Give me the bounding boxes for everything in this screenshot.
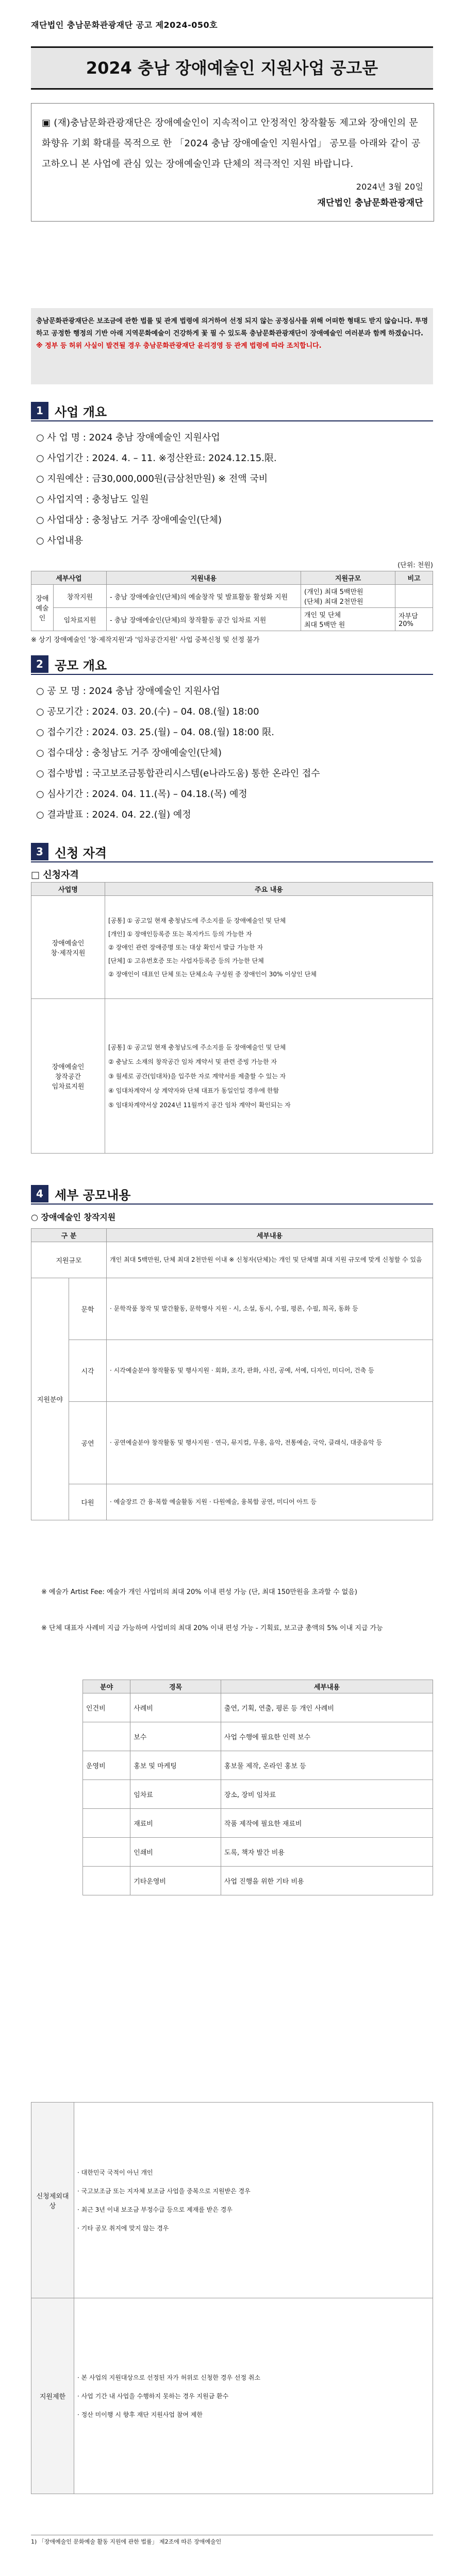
table-cell: [공통] ① 공고일 현재 충청남도에 주소지를 둔 장애예술인 및 단체 ② 충남도 소재의 창작공간 임차 계약서 및 관련 증빙 가능한 자 ③ 월세로 공간(임대차)을 입주한 자로 계약서를 제출할 수 있는 자 ④ 임대차계약서 상 계약자와 단체 대표가 동일인일 경우에 한함 ⑤ 임대차계약서상 2024년 11월까지 공간 임차 계약이 확인되는 자 <box>105 999 433 1154</box>
table-cell: · 시각예술분야 창작활동 및 행사지원 · 회화, 조각, 판화, 사진, 공예, 서예, 디자인, 미디어, 건축 등 <box>107 1340 433 1402</box>
section1-items <box>36 428 277 551</box>
section3-divider <box>31 861 433 862</box>
table-cell: 홍보물 제작, 온라인 홍보 등 <box>221 1751 433 1780</box>
section2-items <box>36 681 320 825</box>
list-item: ○ 사 업 명 : 2024 충남 장애예술인 지원사업 <box>36 432 220 443</box>
table-cell: 인건비 <box>83 1693 130 1722</box>
law-warning: ※ 정부 등 허위 사실이 발견될 경우 충남문화관광재단 윤리경영 등 관계 법령에 따라 조치합니다. <box>36 342 322 350</box>
table-header: 지원내용 <box>107 571 301 585</box>
table-cell <box>395 585 433 608</box>
section1-head <box>31 402 107 419</box>
table-cell: - 충남 장애예술인(단체)의 예술창작 및 발표활동 활성화 지원 <box>107 585 301 608</box>
section2-head <box>31 655 107 673</box>
table-header: 세부사업 <box>31 571 107 585</box>
table-cell: · 예술장르 간 융·복합 예술활동 지원 · 다원예술, 융복합 공연, 미디어 아트 등 <box>107 1484 433 1520</box>
list-item: · 국고보조금 또는 지자체 보조금 사업을 중복으로 지원받은 경우 <box>77 2187 251 2195</box>
table-header: 비고 <box>395 571 433 585</box>
intro-org: 재단법인 충남문화관광재단 <box>317 198 423 208</box>
restriction-table <box>31 2102 433 2494</box>
table-cell: 작품 제작에 필요한 재료비 <box>221 1809 433 1838</box>
table-cell <box>74 2103 433 2298</box>
table-header: 구 분 <box>31 1229 107 1242</box>
table-cell: 도록, 책자 발간 비용 <box>221 1838 433 1867</box>
intro-date: 2024년 3월 20일 <box>356 182 423 192</box>
section4-divider <box>31 1204 433 1205</box>
table-cell: 개인 및 단체 최대 5백만 원 <box>301 608 395 631</box>
list-item: ○ 접수방법 : 국고보조금통합관리시스템(e나라도움) 통한 온라인 접수 <box>36 768 320 779</box>
list-item: ○ 심사기간 : 2024. 04. 11.(목) – 04.18.(목) 예정 <box>36 789 247 800</box>
table-cell: 출연, 기획, 연출, 평론 등 개인 사례비 <box>221 1693 433 1722</box>
table-cell: 임차료 <box>130 1780 221 1809</box>
table-cell <box>83 1780 130 1809</box>
table-cell: 자부담 20% <box>395 608 433 631</box>
table-cell: 장애예술인 창·제작지원 <box>31 896 105 999</box>
section2-number: 2 <box>31 655 48 673</box>
intro-bullet: ▣ <box>42 117 51 128</box>
list-item: ○ 지원예산 : 금30,000,000원(금삼천만원) ※ 전액 국비 <box>36 473 268 484</box>
table-cell: 재료비 <box>130 1809 221 1838</box>
table-cell: 사업 수행에 필요한 인력 보수 <box>221 1722 433 1751</box>
section4-head <box>31 1185 130 1202</box>
table-cell: 공연 <box>69 1402 107 1484</box>
table-cell: 임차료지원 <box>54 608 107 631</box>
table-cell: 문학 <box>69 1278 107 1340</box>
table-cell: 신청제외대상 <box>31 2103 74 2298</box>
table-note: ※ 상기 장애예술인 '창·제작지원'과 '임차공간지원' 사업 중복신청 및 선정 불가 <box>31 636 260 644</box>
list-item: ○ 접수대상 : 충청남도 거주 장애예술인(단체) <box>36 748 222 758</box>
list-item: ○ 사업지역 : 충청남도 일원 <box>36 494 149 505</box>
table-cell: 다원 <box>69 1484 107 1520</box>
list-item: ○ 공모기간 : 2024. 03. 20.(수) – 04. 08.(월) 18:00 <box>36 706 259 717</box>
law-text: 충남문화관광재단은 보조금에 관한 법률 및 관계 법령에 의거하여 선정 되지 않는 공정심사를 위해 어떠한 형태도 받지 않습니다. 투명하고 공정한 행정의 기반 아래 지역문화예술이 건강하게 꽃 필 수 있도록 충남문화관광재단이 장애예술인 여러분과 함께 하겠습니다. <box>36 317 428 337</box>
table-cell: 개인 최대 5백만원, 단체 최대 2천만원 이내 ※ 신청자(단체)는 개인 및 단체별 최대 지원 규모에 맞게 신청할 수 있음 <box>107 1242 433 1278</box>
table-cell: 장소, 장비 임차료 <box>221 1780 433 1809</box>
footnote: 1) 「장애예술인 문화예술 활동 지원에 관한 법률」 제2조에 따른 장애예술인 <box>31 2535 433 2546</box>
table-cell: 장애예술인 창작공간 임차료지원 <box>31 999 105 1154</box>
section3-head <box>31 843 107 860</box>
intro-text: (재)충남문화관광재단은 장애예술인이 지속적이고 안정적인 창작활동 제고와 장애인의 문화향유 기회 확대를 목적으로 한 「2024 충남 장애예술인 지원사업」 공모를 아래와 같이 공고하오니 본 사업에 관심 있는 장애예술인과 단체의 적극적인 지원 바랍니다. <box>42 117 421 170</box>
list-item: ○ 결과발표 : 2024. 04. 22.(월) 예정 <box>36 809 191 820</box>
section3-number: 3 <box>31 843 48 860</box>
section4-number: 4 <box>31 1185 48 1202</box>
intro-box <box>31 103 434 222</box>
title-bar <box>31 46 433 90</box>
list-item: · 정산 미이행 시 향후 재단 지원사업 참여 제한 <box>77 2411 203 2418</box>
section4-title: 세부 공모내용 <box>55 1188 131 1202</box>
notice-id: 재단법인 충남문화관광재단 공고 제2024-050호 <box>31 20 218 30</box>
table-cell <box>83 1809 130 1838</box>
artist-fee-note: ※ 예술가 Artist Fee: 예술가 개인 사업비의 최대 20% 이내 편성 가능 (단, 최대 150만원을 초과할 수 없음) <box>41 1588 357 1596</box>
table-cell: 홍보 및 마케팅 <box>130 1751 221 1780</box>
detail-table <box>31 1228 433 1520</box>
list-item: ○ 접수기간 : 2024. 03. 25.(월) – 04. 08.(월) 18:00 限. <box>36 727 275 738</box>
table-header: 경목 <box>130 1680 221 1693</box>
list-item: · 기타 공모 취지에 맞지 않는 경우 <box>77 2224 169 2232</box>
section2-divider <box>31 674 433 675</box>
eligibility-table <box>31 882 433 1154</box>
table-header: 세부내용 <box>107 1229 433 1242</box>
section1-number: 1 <box>31 402 48 419</box>
list-item: ○ 사업기간 : 2024. 4. – 11. ※정산완료: 2024.12.15.限. <box>36 453 277 464</box>
table-cell <box>83 1867 130 1895</box>
table-header: 사업명 <box>31 883 105 896</box>
table-cell: 창작지원 <box>54 585 107 608</box>
table-cell: 기타운영비 <box>130 1867 221 1895</box>
list-item: · 본 사업의 지원대상으로 선정된 자가 허위로 신청한 경우 선정 취소 <box>77 2374 260 2381</box>
table-cell: - 충남 장애예술인(단체)의 창작활동 공간 임차료 지원 <box>107 608 301 631</box>
list-item: · 사업 기간 내 사업을 수행하지 못하는 경우 지원금 환수 <box>77 2392 229 2400</box>
table-cell <box>83 1722 130 1751</box>
project-table <box>31 571 433 631</box>
table-header: 세부내용 <box>221 1680 433 1693</box>
table-header: 분야 <box>83 1680 130 1693</box>
table-cell <box>83 1838 130 1867</box>
table-header: 지원규모 <box>301 571 395 585</box>
table-cell: 지원규모 <box>31 1242 107 1278</box>
unit-label: (단위: 천원) <box>397 562 433 569</box>
page-title: 2024 충남 장애예술인 지원사업 공고문 <box>86 58 378 78</box>
table-cell: 장애예술인 <box>31 585 54 631</box>
rate-note: ※ 단체 대표자 사례비 지급 가능하며 사업비의 최대 20% 이내 편성 가능 - 기획료, 보고금 총액의 5% 이내 지급 가능 <box>41 1624 383 1632</box>
section3-title: 신청 자격 <box>55 845 107 860</box>
table-cell: · 문학작품 창작 및 발간활동, 문학행사 지원 · 시, 소설, 동시, 수필, 평론, 수필, 희곡, 동화 등 <box>107 1278 433 1340</box>
budget-table <box>82 1680 433 1895</box>
section1-divider <box>31 420 433 421</box>
list-item: ○ 사업대상 : 충청남도 거주 장애예술인(단체) <box>36 515 222 526</box>
list-item: ○ 사업내용 <box>36 535 83 546</box>
table-cell: 지원분야 <box>31 1278 69 1520</box>
table-cell: 보수 <box>130 1722 221 1751</box>
section1-title: 사업 개요 <box>55 404 107 419</box>
table-cell: 사례비 <box>130 1693 221 1722</box>
section4-subhead: ○ 장애예술인 창작지원 <box>31 1212 116 1222</box>
table-cell: [공통] ① 공고일 현재 충청남도에 주소지를 둔 장애예술인 및 단체 [개인] ① 장애인등록증 또는 복지카드 등의 가능한 자 ② 장애인 관련 장애증명 또는 대상 확인서 발급 가능한 자 [단체] ① 고유번호증 또는 사업자등록증 등의 가능한 단체 ② 장애인이 대표인 단체 또는 단체소속 구성원 중 장애인이 30% 이상인 단체 <box>105 896 433 999</box>
law-notice <box>31 308 433 384</box>
table-cell: (개인) 최대 5백만원 (단체) 최대 2천만원 <box>301 585 395 608</box>
table-cell: 사업 진행을 위한 기타 비용 <box>221 1867 433 1895</box>
table-cell: · 공연예술분야 창작활동 및 행사지원 · 연극, 뮤지컬, 무용, 음악, 전통예술, 국악, 클래식, 대중음악 등 <box>107 1402 433 1484</box>
list-item: · 최근 3년 이내 보조금 부정수급 등으로 제재를 받은 경우 <box>77 2206 233 2213</box>
table-cell: 지원제한 <box>31 2298 74 2494</box>
section2-title: 공모 개요 <box>55 658 107 673</box>
section3-subhead: □ 신청자격 <box>31 870 79 880</box>
table-cell <box>74 2298 433 2494</box>
table-cell: 시각 <box>69 1340 107 1402</box>
list-item: · 대한민국 국적이 아닌 개인 <box>77 2168 153 2176</box>
table-cell: 인쇄비 <box>130 1838 221 1867</box>
list-item: ○ 공 모 명 : 2024 충남 장애예술인 지원사업 <box>36 686 220 697</box>
table-cell: 운영비 <box>83 1751 130 1780</box>
table-header: 주요 내용 <box>105 883 433 896</box>
